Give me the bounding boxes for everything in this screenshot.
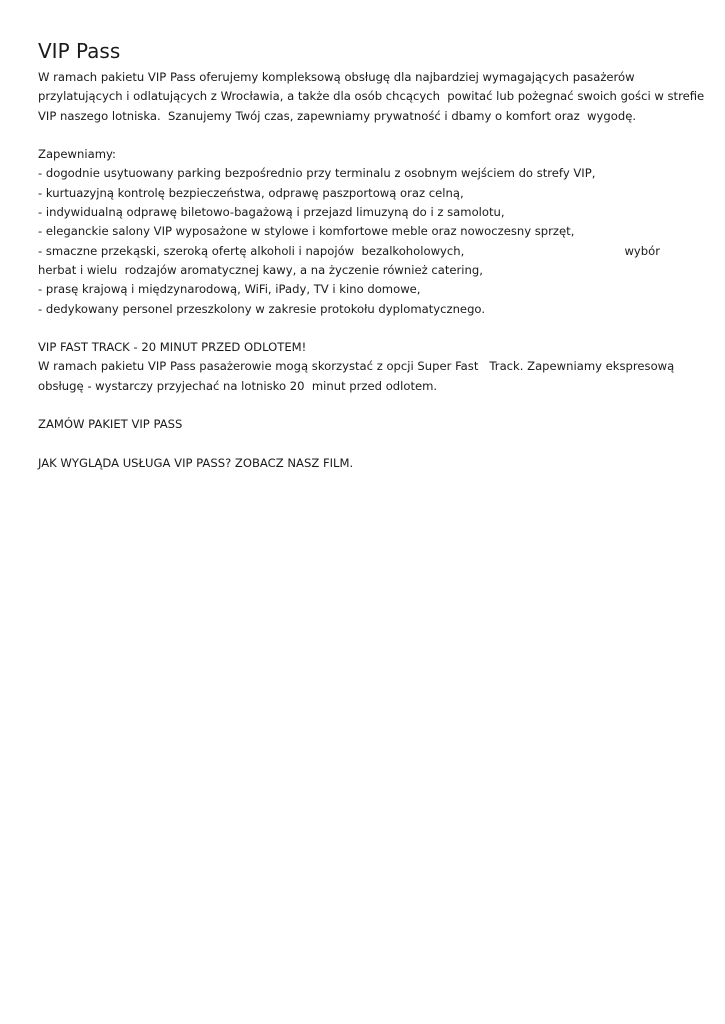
fast-track-heading: VIP FAST TRACK - 20 MINUT PRZED ODLOTEM! — [38, 340, 307, 355]
offer-item — [38, 242, 660, 261]
intro-line: W ramach pakietu VIP Pass oferujemy kompleksową obsługę dla najbardziej wymagających pasażerów — [38, 70, 635, 84]
offer-item-continuation: herbat i wielu rodzajów aromatycznej kawy, a na życzenie również catering, — [38, 262, 483, 277]
offer-item: - prasę krajową i międzynarodową, WiFi, iPady, TV i kino domowe, — [38, 282, 421, 297]
offer-item: - kurtuazyjną kontrolę bezpieczeństwa, odprawę paszportową oraz celną, — [38, 185, 464, 200]
page-title: VIP Pass — [38, 39, 121, 63]
spacer — [38, 319, 688, 338]
offer-item: - indywidualną odprawę biletowo-bagażową i przejazd limuzyną do i z samolotu, — [38, 205, 505, 220]
intro-line: VIP naszego lotniska. Szanujemy Twój czas, zapewniamy prywatność i dbamy o komfort oraz wygodę. — [38, 108, 637, 123]
order-section — [38, 415, 688, 434]
film-section — [38, 454, 688, 473]
fast-track-line: obsługę - wystarczy przyjechać na lotnisko 20 minut przed odlotem. — [38, 378, 438, 393]
offer-heading: Zapewniamy: — [38, 147, 116, 162]
watch-film-link[interactable]: JAK WYGLĄDA USŁUGA VIP PASS? ZOBACZ NASZ FILM. — [38, 455, 354, 470]
order-vip-pass-link[interactable]: ZAMÓW PAKIET VIP PASS — [38, 417, 183, 432]
offer-item-left: - smaczne przekąski, szeroką ofertę alkoholi i napojów bezalkoholowych, — [38, 243, 465, 258]
offer-item: - eleganckie salony VIP wyposażone w stylowe i komfortowe meble oraz nowoczesny sprzęt, — [38, 224, 575, 239]
document-page — [38, 38, 705, 473]
spacer — [38, 126, 688, 145]
intro-paragraph — [38, 68, 705, 126]
offer-list — [38, 145, 688, 319]
fast-track-section — [38, 338, 688, 396]
spacer — [38, 435, 688, 454]
offer-item-right: wybór — [624, 243, 660, 258]
offer-item: - dedykowany personel przeszkolony w zakresie protokołu dyplomatycznego. — [38, 301, 486, 316]
fast-track-line: W ramach pakietu VIP Pass pasażerowie mogą skorzystać z opcji Super Fast Track. Zapewniamy ekspresową — [38, 359, 675, 374]
spacer — [38, 396, 688, 415]
intro-line: przylatujących i odlatujących z Wrocławia, a także dla osób chcących powitać lub pożegnać swoich gości w strefie — [38, 89, 705, 104]
offer-item: - dogodnie usytuowany parking bezpośrednio przy terminalu z osobnym wejściem do strefy VIP, — [38, 166, 596, 181]
